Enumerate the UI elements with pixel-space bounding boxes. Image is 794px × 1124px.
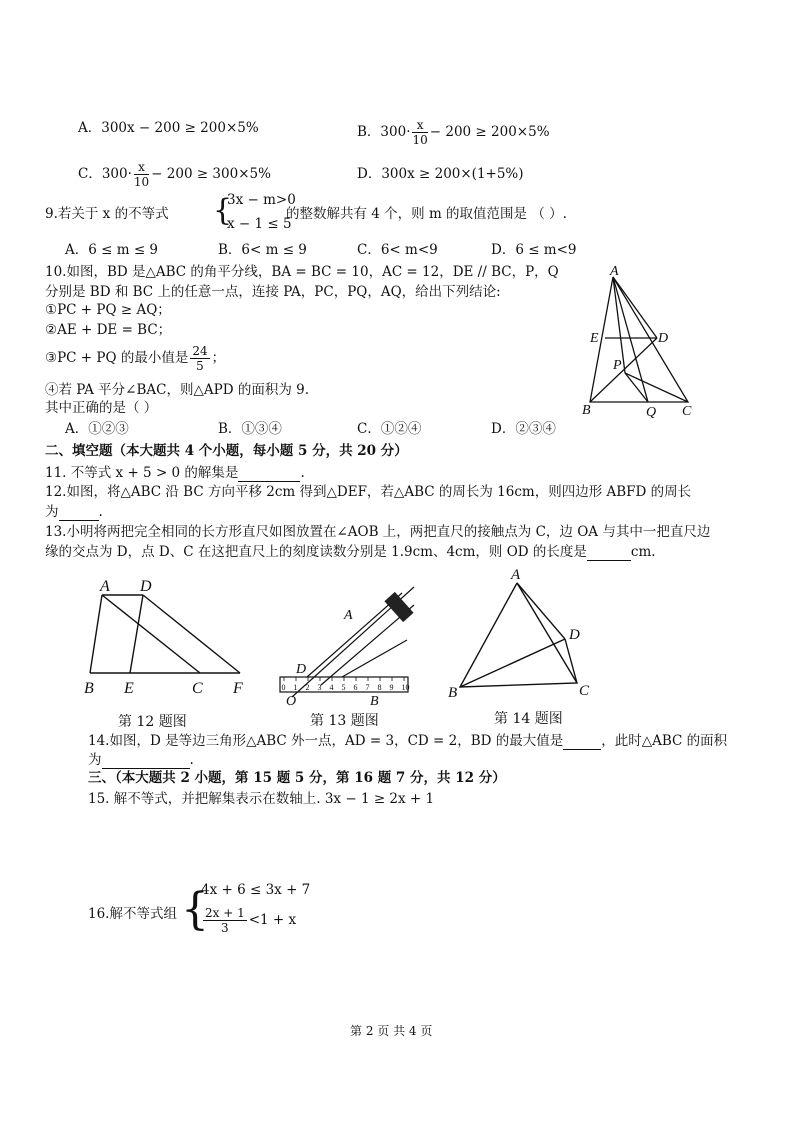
fig12-label-a: A: [100, 578, 110, 595]
q16-fraction: [203, 906, 247, 935]
fig12-label-e: E: [124, 680, 134, 697]
q14-answer-blank-1[interactable]: [563, 733, 601, 750]
fig13-label-d: D: [296, 662, 307, 677]
fig13-tick-label-6: 6: [353, 683, 358, 692]
q10-label-a: A: [610, 265, 619, 279]
q12-answer-blank[interactable]: [59, 504, 99, 521]
fig13-label-o: O: [286, 694, 297, 705]
q10-line2: 分别是 BD 和 BC 上的任意一点，连接 PA，PC，PQ，AQ，给出下列结论:: [45, 284, 501, 300]
fig14-caption: 第 14 题图: [494, 711, 563, 727]
fig13-tick-labels: [282, 683, 410, 692]
q13-line2-text: 缘的交点为 D，点 D、C 在这把直尺上的刻度读数分别是 1.9cm、4cm，则 OD 的长度是: [45, 544, 587, 560]
fig13-label-a: A: [344, 608, 353, 623]
q10-c3-den: 5: [196, 359, 204, 373]
q9-option-a: A．6 ≤ m ≤ 9: [65, 242, 159, 258]
q9-option-b: B．6< m ≤ 9: [218, 242, 307, 258]
q10-c3-pre: ③PC + PQ 的最小值是: [45, 350, 189, 366]
q13-line2: [45, 544, 656, 561]
fig12-segment-ab: [90, 595, 102, 673]
fig13-tick-label-2: 2: [305, 683, 310, 692]
q14-line1: [88, 733, 727, 750]
q10-conclusion-3: [45, 344, 225, 373]
fig14-label-d: D: [569, 627, 580, 643]
q8-c-fraction: [134, 160, 149, 189]
q8-b-num: x: [412, 118, 427, 133]
fig14-label-c: C: [579, 683, 590, 699]
fig13-tick-label-5: 5: [341, 683, 346, 692]
q10-conclusion-2: ②AE + DE = BC；: [45, 322, 172, 338]
fig13-tick-label-0: 0: [281, 683, 286, 692]
fig13-caption: 第 13 题图: [310, 713, 379, 729]
q10-line1: 10.如图，BD 是△ABC 的角平分线，BA = BC = 10，AC = 12，DE // BC，P，Q: [45, 264, 559, 280]
q16-frac-num: 2x + 1: [205, 906, 245, 920]
q10-label-p: P: [613, 358, 622, 373]
q8-b-pre: B．300·: [357, 124, 411, 140]
q14-line1b-text: ，此时△ABC 的面积: [601, 733, 728, 749]
fig13-tick-label-10: 10: [401, 683, 410, 692]
q9-option-d: D．6 ≤ m<9: [491, 242, 577, 258]
q8-b-post: − 200 ≥ 200×5%: [429, 124, 550, 140]
fig12-label-b: B: [84, 680, 94, 697]
fig13-tick-label-7: 7: [365, 683, 370, 692]
section-3-heading: 三、（本大题共 2 小题，第 15 题 5 分，第 16 题 7 分，共 12 分）: [88, 770, 506, 786]
fig12-label-f: F: [233, 680, 243, 697]
q10-option-c: C．①②④: [357, 421, 422, 437]
q14-answer-blank-2[interactable]: [102, 752, 190, 769]
fig14: [445, 565, 605, 705]
fig13-ruler-tilted-edge: [307, 593, 402, 677]
q9-stem-post: 的整数解共有 4 个，则 m 的取值范围是 （ ）.: [286, 206, 567, 222]
q13-line1: 13.小明将两把完全相同的长方形直尺如图放置在∠AOB 上，两把直尺的接触点为 C，边 OA 与其中一把直尺边: [45, 524, 711, 540]
q16-frac-den: 3: [221, 921, 229, 935]
section-2-heading: 二、填空题（本大题共 4 个小题，每小题 5 分，共 20 分）: [45, 443, 408, 459]
q10-option-a: A．①②③: [65, 421, 129, 437]
fig14-segment-bd: [460, 639, 565, 687]
q11-text: 11. 不等式 x + 5 > 0 的解集是: [45, 465, 239, 481]
q16-line2-post: <1 + x: [248, 912, 297, 928]
fig14-triangle-abc: [460, 583, 577, 687]
fig12-segment-de: [130, 595, 143, 673]
q12-line2-text: 为: [45, 504, 59, 520]
q10-triangle-abc: [590, 277, 688, 402]
fig13: [272, 575, 422, 705]
q8-option-c: [78, 160, 271, 189]
page-footer: 第 2 页 共 4 页: [350, 1024, 433, 1038]
q14-line2-text: 为: [88, 752, 102, 768]
q8-c-pre: C．300·: [78, 166, 132, 182]
q8-option-d: D．300x ≥ 200×(1+5%): [357, 166, 524, 182]
q8-option-b: [357, 118, 550, 147]
fig14-segment-dc: [565, 639, 577, 683]
q10-label-e: E: [590, 331, 599, 346]
q10-option-d: D．②③④: [491, 421, 556, 437]
fig12-label-c: C: [192, 680, 203, 697]
fig14-label-b: B: [448, 685, 458, 701]
fig12-caption: 第 12 题图: [118, 714, 187, 730]
q16-line2: [201, 906, 296, 935]
q9-option-c: C．6< m<9: [357, 242, 438, 258]
q8-c-num: x: [134, 160, 149, 175]
q9-sys-line1: 3x − m>0: [227, 192, 296, 208]
fig14-segment-ad: [517, 583, 565, 639]
fig12: [80, 575, 255, 700]
q10-label-q: Q: [646, 405, 657, 420]
fig12-segment-df: [143, 595, 240, 673]
q8-c-post: − 200 ≥ 300×5%: [151, 166, 271, 182]
q14-line1-text: 14.如图，D 是等边三角形△ABC 外一点，AD = 3，CD = 2，BD 的最大值是: [88, 733, 564, 749]
fig13-tick-label-9: 9: [389, 683, 394, 692]
q10-option-b: B．①③④: [218, 421, 282, 437]
q10-conclusion-1: ①PC + PQ ≥ AQ；: [45, 302, 171, 318]
q8-b-fraction: [412, 118, 427, 147]
fig12-segment-ac: [102, 595, 200, 673]
fig12-label-d: D: [140, 578, 152, 595]
q10-figure: [580, 265, 700, 420]
q10-c3-post: ；: [211, 350, 226, 366]
q14-line2: 为 .: [88, 752, 194, 768]
q10-c3-fraction: [190, 344, 209, 373]
q15: 15. 解不等式，并把解集表示在数轴上. 3x − 1 ≥ 2x + 1: [88, 791, 435, 807]
q16-label: 16.解不等式组: [88, 906, 177, 922]
q9-sys-line2: x − 1 ≤ 5: [227, 216, 292, 232]
q8-c-den: 10: [133, 175, 150, 189]
fig13-tick-label-4: 4: [329, 683, 334, 692]
fig13-tick-label-8: 8: [377, 683, 382, 692]
q10-c3-num: 24: [192, 344, 208, 358]
q8-b-den: 10: [412, 133, 428, 147]
q12-line1: 12.如图，将△ABC 沿 BC 方向平移 2cm 得到△DEF，若△ABC 的周长为 16cm，则四边形 ABFD 的周长: [45, 484, 692, 500]
q10-segment-aq: [613, 277, 648, 402]
brace-icon: {: [213, 193, 233, 228]
q11-answer-blank[interactable]: [238, 465, 300, 482]
q9-stem-pre: 9.若关于 x 的不等式: [45, 206, 169, 222]
q10-label-d: D: [658, 331, 669, 346]
fig13-label-b: B: [370, 694, 379, 705]
q10-conclusion-4: ④若 PA 平分∠BAC，则△APD 的面积为 9.: [45, 382, 309, 398]
q10-label-b: B: [582, 403, 591, 418]
q13-unit: cm.: [630, 544, 656, 560]
q16-line1: 4x + 6 ≤ 3x + 7: [201, 882, 311, 898]
q10-label-c: C: [682, 404, 692, 419]
q12-line2: 为 .: [45, 504, 103, 520]
fig13-tick-label-3: 3: [317, 683, 322, 692]
fig13-tick-label-1: 1: [293, 683, 298, 692]
fig14-label-a: A: [511, 567, 521, 583]
q10-ask: 其中正确的是（ ）: [45, 400, 158, 416]
q11: 11. 不等式 x + 5 > 0 的解集是 .: [45, 465, 305, 481]
brace-icon: {: [181, 884, 209, 935]
q8-option-a: A．300x − 200 ≥ 200×5%: [78, 120, 259, 136]
q13-answer-blank[interactable]: [587, 544, 631, 561]
